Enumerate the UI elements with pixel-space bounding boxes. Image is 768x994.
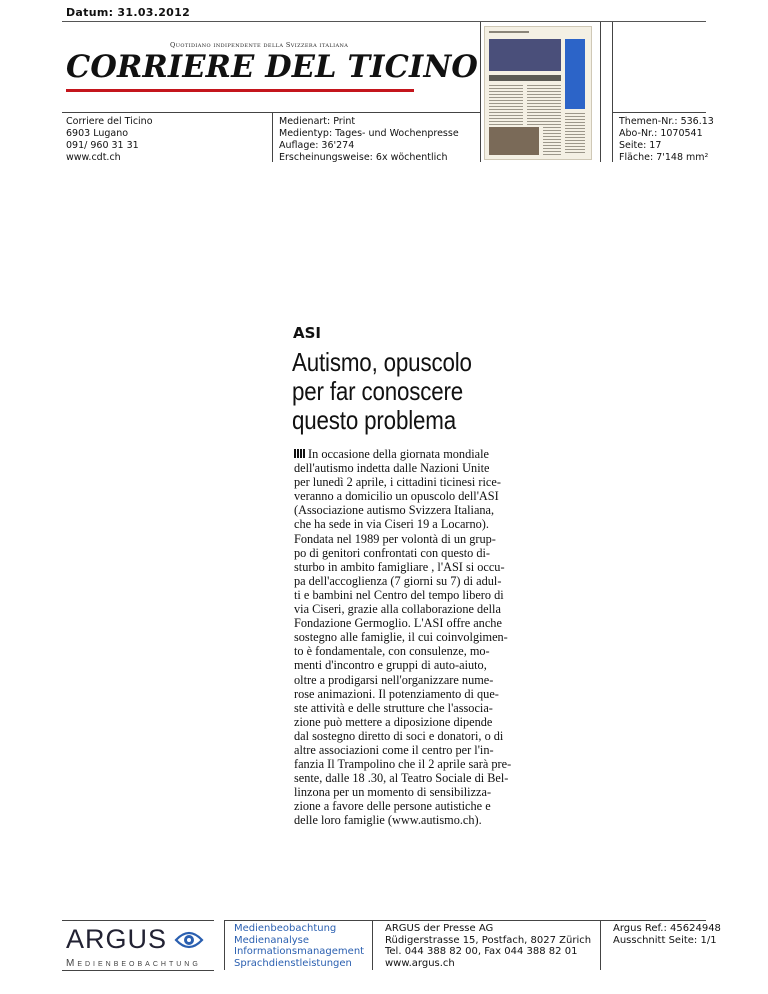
info-rule (62, 112, 480, 113)
service-item: Sprachdienstleistungen (234, 957, 352, 969)
article-body-line: po di genitori confrontati con questo di- (294, 545, 491, 560)
article-body-line: dell'autismo indetta dalle Nazioni Unite (294, 461, 490, 476)
masthead-red-bar (66, 89, 414, 92)
info-divider-1 (272, 112, 273, 162)
publisher-phone: 091/ 960 31 31 (66, 140, 139, 151)
company-address: Rüdigerstrasse 15, Postfach, 8027 Zürich (385, 934, 592, 946)
thumb-text-col-1 (489, 85, 523, 125)
article-kicker: ASI (293, 324, 321, 342)
footer-divider-2 (372, 920, 373, 970)
info-rule-right (612, 112, 706, 113)
argus-wordmark: ARGUS (66, 924, 168, 954)
publisher-city: 6903 Lugano (66, 128, 129, 139)
article-body-line: pa dell'accoglienza (7 giorni su 7) di adul- (294, 573, 502, 588)
article-body-line: oltre a prodigarsi nell'organizzare nume- (294, 672, 494, 687)
seite: Seite: 17 (619, 140, 662, 151)
top-rule (62, 21, 706, 22)
thumb-headline (489, 75, 561, 81)
argus-ref-number: Argus Ref.: 45624948 (613, 923, 721, 934)
media-erscheinung: Erscheinungsweise: 6x wöchentlich (279, 152, 448, 163)
headline-line: per far conoscere (292, 376, 464, 406)
argus-subtitle: Medienbeobachtung (66, 958, 201, 969)
argus-company (385, 923, 591, 969)
article-body-line: ti e bambini nel Centro del tempo libero di (294, 587, 504, 602)
publisher-info (66, 116, 153, 164)
article-body-line: per lunedì 2 aprile, i cittadini ticinesi rice- (294, 475, 501, 490)
article-body-line: ste attività e delle strutture che l'associa- (294, 700, 493, 715)
article-body-line: via Ciseri, grazie alla collaborazione della (294, 602, 501, 617)
article-body-line: veranno a domicilio un opuscolo dell'ASI (294, 489, 499, 504)
thumb-header-line (489, 31, 529, 33)
thumb-blue-box (565, 39, 585, 109)
article-body-line: linzona per un momento di sensibilizza- (294, 785, 492, 800)
media-info (279, 116, 459, 164)
masthead-tagline: Quotidiano indipendente della Svizzera italiana (170, 41, 349, 49)
media-art: Medienart: Print (279, 116, 356, 127)
headline-line: questo problema (292, 405, 456, 435)
info-divider-4 (612, 22, 613, 162)
article-body-line: menti d'incontro e gruppi di auto-aiuto, (294, 658, 487, 673)
service-item: Medienanalyse (234, 934, 310, 946)
thumb-photo-bottom (489, 127, 539, 155)
argus-services (234, 923, 364, 969)
media-typ: Medientyp: Tages- und Wochenpresse (279, 128, 459, 139)
publisher-web[interactable]: www.cdt.ch (66, 152, 121, 163)
media-auflage: Auflage: 36'274 (279, 140, 355, 151)
company-web[interactable]: www.argus.ch (385, 957, 455, 969)
argus-reference (613, 923, 721, 946)
article-body-line: sente, dalle 18 .30, al Teatro Sociale di Bel- (294, 771, 509, 786)
company-phone: Tel. 044 388 82 00, Fax 044 388 82 01 (385, 946, 578, 957)
article-headline (292, 348, 498, 435)
argus-page: Ausschnitt Seite: 1/1 (613, 934, 717, 946)
footer-rule-3 (224, 920, 706, 921)
thumb-text-col-3 (565, 113, 585, 155)
article-body-line: zione a favore delle persone autistiche e (294, 799, 491, 814)
thumb-text-col-4 (543, 127, 561, 155)
thumb-photo-top (489, 39, 561, 71)
article-body-line: delle loro famiglie (www.autismo.ch). (294, 813, 482, 828)
thumb-text-col-2 (527, 85, 561, 125)
datum: Datum: 31.03.2012 (66, 6, 191, 19)
info-divider-2 (480, 22, 481, 162)
article-body-line: altre associazioni come il centro per l'in- (294, 742, 494, 757)
abo-nr: Abo-Nr.: 1070541 (619, 128, 703, 139)
publisher-name: Corriere del Ticino (66, 116, 153, 127)
article-body-line: Fondazione Germoglio. L'ASI offre anche (294, 616, 502, 631)
article-body-line: Fondata nel 1989 per volontà di un grup- (294, 531, 496, 546)
article-body-line (294, 447, 508, 461)
headline-line: Autismo, opuscolo (292, 347, 472, 377)
article-body-line: zione può mettere a diposizione dipende (294, 714, 493, 729)
article-body-line: dal sostegno diretto di soci e donatori, o di (294, 728, 504, 743)
masthead-logo: CORRIERE DEL TICINO (66, 49, 479, 85)
footer-rule-1 (62, 920, 214, 921)
flaeche: Fläche: 7'148 mm² (619, 152, 709, 163)
article-body-line: sostegno alle famiglie, il cui coinvolgimen- (294, 630, 508, 645)
themen-nr: Themen-Nr.: 536.13 (619, 116, 714, 127)
footer-divider-3 (600, 920, 601, 970)
article-body-line: che ha sede in via Ciseri 19 a Locarno). (294, 517, 489, 532)
article-body-line: rose animazioni. Il potenziamento di que- (294, 686, 499, 701)
footer-divider-1 (224, 920, 225, 970)
article-body-line: to è fondamentale, con consulenze, mo- (294, 644, 490, 659)
article-body-line: sturbo in ambito famigliare , l'ASI si occu- (294, 559, 505, 574)
service-item: Medienbeobachtung (234, 923, 337, 934)
argus-logo (66, 924, 204, 955)
article-body-line-text: In occasione della giornata mondiale (308, 447, 489, 461)
reference-info (619, 116, 714, 164)
page-thumbnail (484, 26, 592, 160)
article-body (294, 447, 512, 828)
service-item: Informationsmanagement (234, 946, 365, 957)
paragraph-marker-icon (294, 449, 305, 458)
article-body-line: fanzia Il Trampolino che il 2 aprile sarà pre- (294, 757, 512, 772)
info-divider-3 (600, 22, 601, 162)
argus-eye-icon (174, 929, 204, 951)
footer-rule-2 (62, 970, 214, 971)
article-body-line: (Associazione autismo Svizzera Italiana, (294, 503, 495, 518)
company-name: ARGUS der Presse AG (385, 923, 494, 934)
